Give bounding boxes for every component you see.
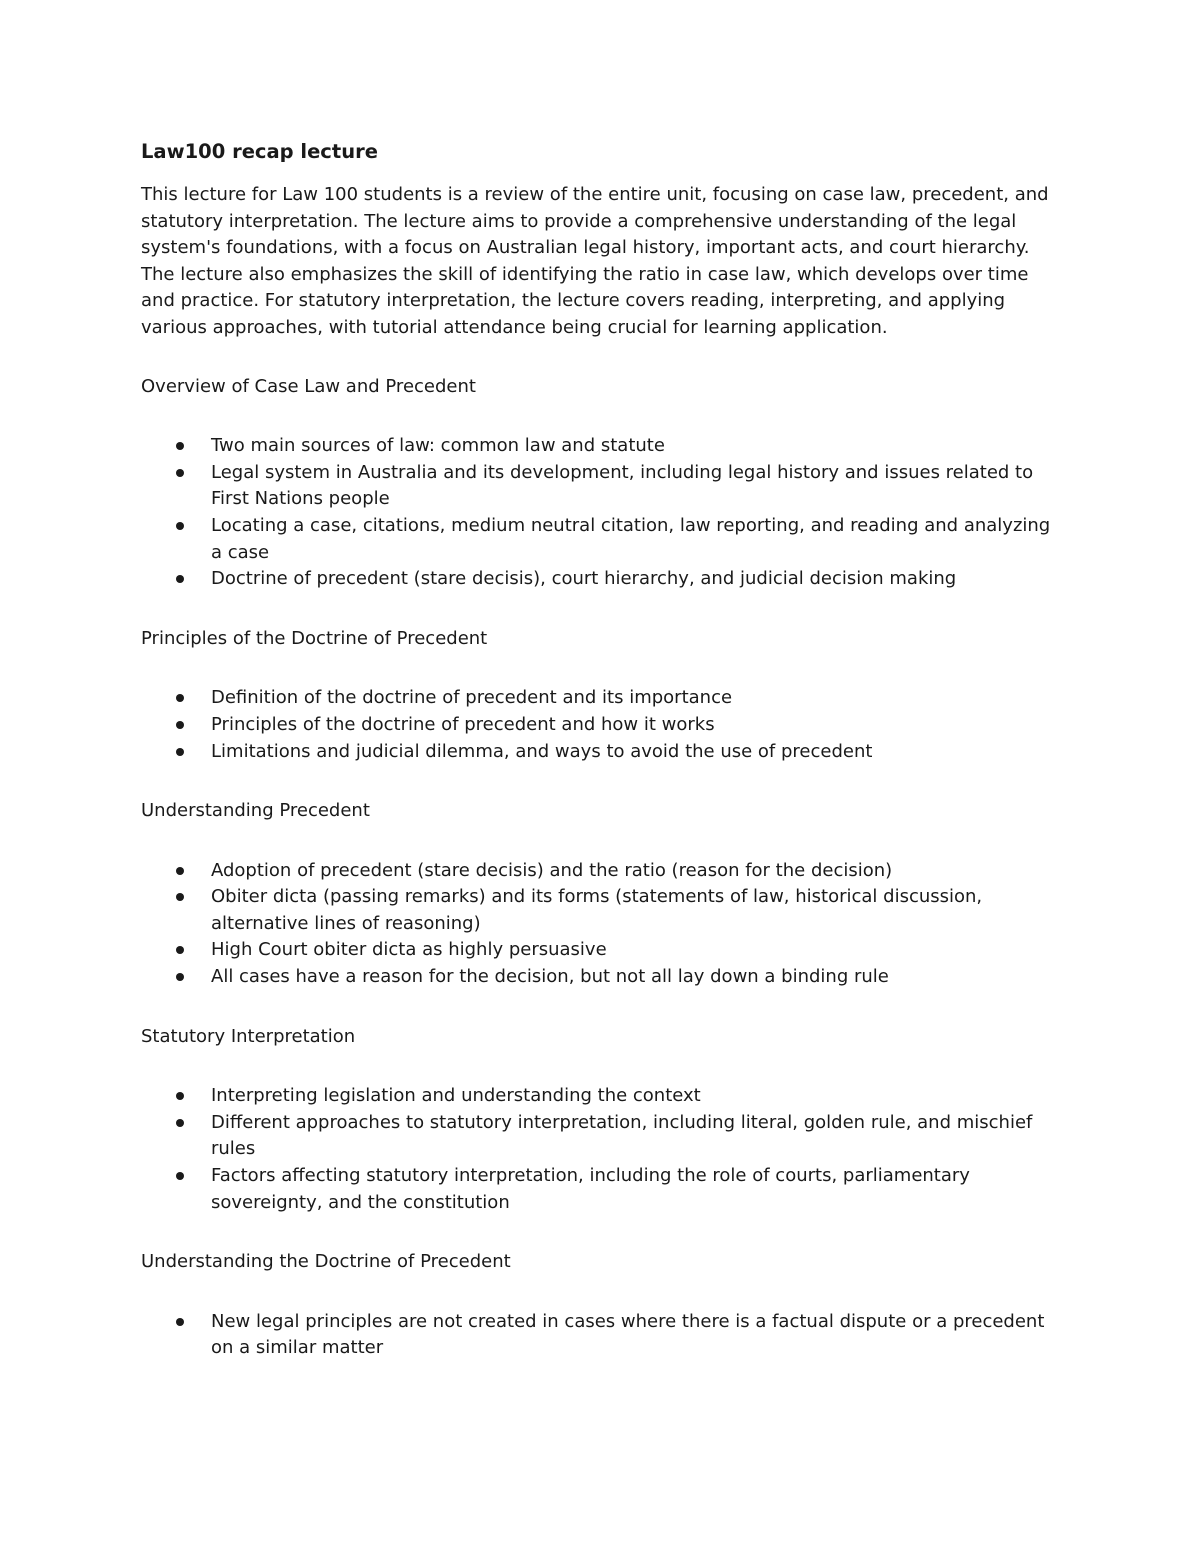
bullet-icon xyxy=(176,469,184,477)
bullet-icon xyxy=(176,1092,184,1100)
section-understanding-precedent xyxy=(141,798,1061,991)
bullet-list xyxy=(141,685,1061,765)
document-page xyxy=(141,139,1061,1395)
list-item xyxy=(141,1163,1061,1216)
list-item xyxy=(141,1110,1061,1163)
list-item-text: Principles of the doctrine of precedent and how it works xyxy=(211,713,715,735)
list-item xyxy=(141,566,1061,593)
bullet-icon xyxy=(176,522,184,530)
bullet-icon xyxy=(176,1318,184,1326)
section-statutory-interpretation xyxy=(141,1024,1061,1217)
list-item xyxy=(141,937,1061,964)
bullet-list xyxy=(141,1083,1061,1216)
bullet-icon xyxy=(176,1172,184,1180)
list-item xyxy=(141,884,1061,937)
list-item-text: Two main sources of law: common law and statute xyxy=(211,435,665,457)
section-heading: Principles of the Doctrine of Precedent xyxy=(141,627,488,649)
list-item xyxy=(141,712,1061,739)
section-principles xyxy=(141,626,1061,765)
list-item-text: Limitations and judicial dilemma, and ways to avoid the use of precedent xyxy=(211,740,873,762)
section-understanding-doctrine xyxy=(141,1249,1061,1362)
list-item xyxy=(141,858,1061,885)
list-item xyxy=(141,460,1061,513)
list-item xyxy=(141,433,1061,460)
section-heading: Understanding Precedent xyxy=(141,800,370,822)
bullet-icon xyxy=(176,946,184,954)
list-item xyxy=(141,1083,1061,1110)
list-item-text: Different approaches to statutory interpretation, including literal, golden rule, and mischief rules xyxy=(211,1111,1033,1160)
list-item-text: Obiter dicta (passing remarks) and its forms (statements of law, historical discussion, alternative lines of reasoning) xyxy=(211,886,983,934)
list-item xyxy=(141,739,1061,766)
bullet-icon xyxy=(176,721,184,729)
bullet-icon xyxy=(176,575,184,583)
list-item-text: Legal system in Australia and its development, including legal history and issues related to First Nations people xyxy=(211,461,1034,510)
bullet-list xyxy=(141,1309,1061,1362)
list-item-text: Doctrine of precedent (stare decisis), court hierarchy, and judicial decision making xyxy=(211,568,957,590)
bullet-icon xyxy=(176,973,184,981)
intro-paragraph: This lecture for Law 100 students is a review of the entire unit, focusing on case law, precedent, and statutory interpretation. The lecture aims to provide a comprehensive understanding of the legal system's foundations, with a focus on Australian legal history, important acts, and court hierarchy. The lecture also emphasizes the skill of identifying the ratio in case law, which develops over time and practice. For statutory interpretation, the lecture covers reading, interpreting, and applying various approaches, with tutorial attendance being crucial for learning application. xyxy=(141,184,1049,338)
section-heading: Overview of Case Law and Precedent xyxy=(141,375,476,397)
list-item-text: New legal principles are not created in cases where there is a factual dispute or a precedent on a similar matter xyxy=(211,1310,1045,1359)
list-item-text: Definition of the doctrine of precedent and its importance xyxy=(211,687,733,709)
bullet-list xyxy=(141,858,1061,991)
list-item xyxy=(141,1309,1061,1362)
bullet-icon xyxy=(176,442,184,450)
list-item-text: Adoption of precedent (stare decisis) and the ratio (reason for the decision) xyxy=(211,859,893,881)
bullet-icon xyxy=(176,1119,184,1127)
list-item-text: Interpreting legislation and understanding the context xyxy=(211,1085,701,1107)
list-item xyxy=(141,964,1061,991)
list-item-text: Locating a case, citations, medium neutral citation, law reporting, and reading and analyzing a case xyxy=(211,514,1051,563)
document-title: Law100 recap lecture xyxy=(141,140,378,163)
list-item xyxy=(141,513,1061,566)
section-heading: Understanding the Doctrine of Precedent xyxy=(141,1251,511,1273)
section-case-law xyxy=(141,374,1061,593)
list-item-text: High Court obiter dicta as highly persuasive xyxy=(211,939,607,961)
bullet-icon xyxy=(176,748,184,756)
list-item-text: Factors affecting statutory interpretation, including the role of courts, parliamentary sovereignty, and the constitution xyxy=(211,1165,970,1213)
section-heading: Statutory Interpretation xyxy=(141,1025,356,1047)
list-item xyxy=(141,685,1061,712)
list-item-text: All cases have a reason for the decision, but not all lay down a binding rule xyxy=(211,966,889,988)
bullet-list xyxy=(141,433,1061,593)
bullet-icon xyxy=(176,893,184,901)
bullet-icon xyxy=(176,867,184,875)
bullet-icon xyxy=(176,694,184,702)
